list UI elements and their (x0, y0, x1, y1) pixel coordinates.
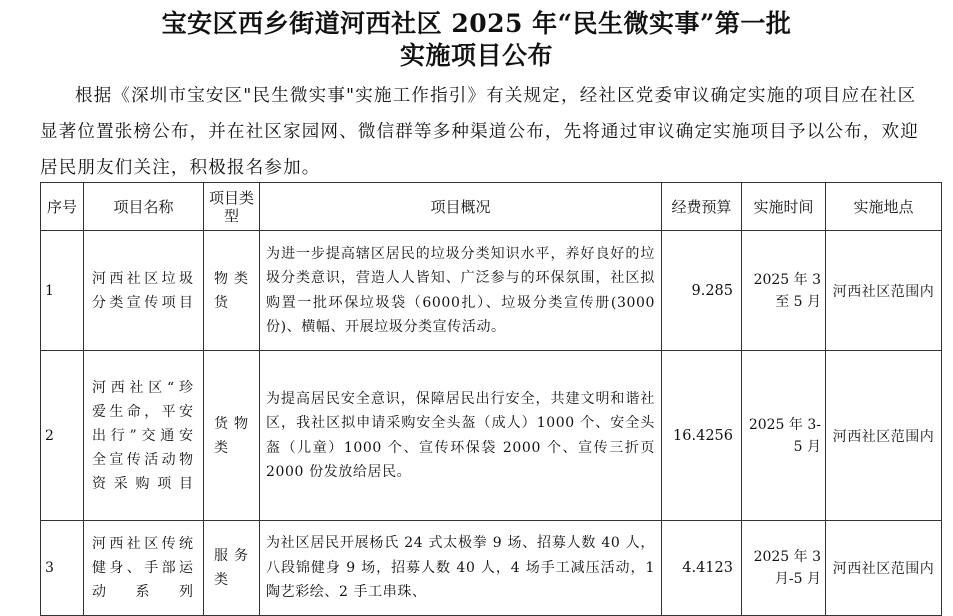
row-time: 2025 年 3 月-5 月 (742, 521, 826, 616)
row-location: 河西社区范围内 (826, 521, 942, 616)
header-summary: 项目概况 (260, 183, 662, 231)
table-row (41, 351, 942, 521)
row-index: 1 (41, 231, 84, 351)
page-title-line-2: 实施项目公布 (399, 41, 553, 70)
row-project-name: 河西社区“珍爱生命，平安出行”交通安全宣传活动物资采购项目 (84, 351, 204, 521)
header-type: 项目类型 (204, 183, 260, 231)
row-project-summary: 为社区居民开展杨氏 24 式太极拳 9 场、招募人数 40 人，八段锦健身 9 场，招募人数 40 人，4 场手工减压活动，1 陶艺彩绘、2 手工串珠、 (260, 521, 662, 616)
row-time: 2025 年 3 至 5 月 (742, 231, 826, 351)
header-budget: 经费预算 (662, 183, 742, 231)
header-name: 项目名称 (84, 183, 204, 231)
intro-paragraph (40, 78, 920, 186)
row-budget: 16.4256 (662, 351, 742, 521)
row-budget: 4.4123 (662, 521, 742, 616)
row-location: 河西社区范围内 (826, 231, 942, 351)
header-location: 实施地点 (826, 183, 942, 231)
row-project-name: 河西社区垃圾分类宣传项目 (84, 231, 204, 351)
row-budget: 9.285 (662, 231, 742, 351)
project-table (40, 182, 942, 616)
row-index: 3 (41, 521, 84, 616)
row-location: 河西社区范围内 (826, 351, 942, 521)
row-project-summary: 为进一步提高辖区居民的垃圾分类知识水平，养好良好的垃圾分类意识，营造人人皆知、广泛参与的环保氛围，社区拟购置一批环保垃圾袋（6000扎）、垃圾分类宣传册(3000份)、横幅、开展垃圾分类宣传活动。 (260, 231, 662, 351)
row-index: 2 (41, 351, 84, 521)
intro-text: 根据《深圳市宝安区"民生微实事"实施工作指引》有关规定，经社区党委审议确定实施的项目应在社区显著位置张榜公布，并在社区家园网、微信群等多种渠道公布，先将通过审议确定实施项目予以公布，欢迎居民朋友们关注，积极报名参加。 (40, 86, 919, 178)
header-index: 序号 (41, 183, 84, 231)
table-row (41, 231, 942, 351)
header-time: 实施时间 (742, 183, 826, 231)
table-header-row (41, 183, 942, 231)
row-project-name: 河西社区传统健身、手部运动系列 (84, 521, 204, 616)
row-project-type: 货物类 (204, 351, 260, 521)
row-project-summary: 为提高居民安全意识，保障居民出行安全，共建文明和谐社区，我社区拟申请采购安全头盔（成人）1000 个、安全头盔（儿童）1000 个、宣传环保袋 2000 个、宣传三折页 2000 份发放给居民。 (260, 351, 662, 521)
row-project-type: 服务类 (204, 521, 260, 616)
row-time: 2025 年 3-5 月 (742, 351, 826, 521)
page-title-line-1: 宝安区西乡街道河西社区 2025 年“民生微实事”第一批 (161, 9, 792, 38)
table-row (41, 521, 942, 616)
row-project-type: 物类货 (204, 231, 260, 351)
